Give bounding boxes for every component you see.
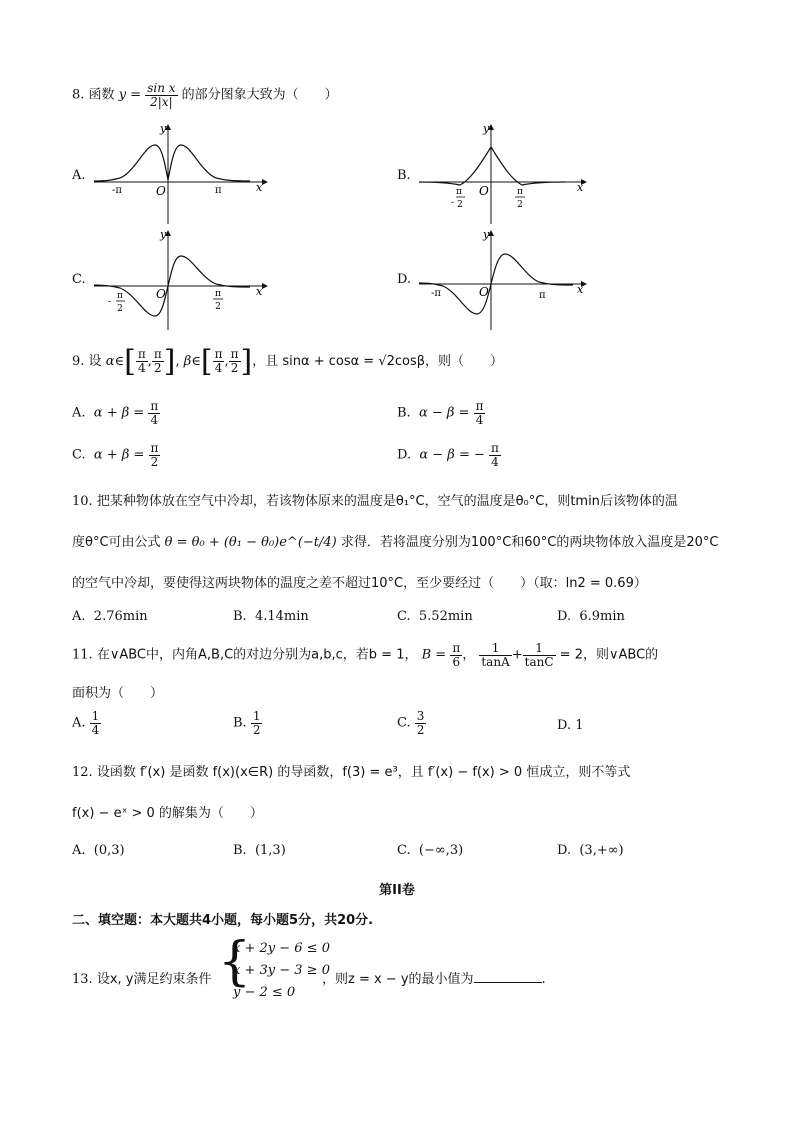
neg-tick-den: 2 [457, 200, 463, 210]
q9-number: 9. [72, 354, 85, 369]
q9-option-c-lhs: α + β = [93, 447, 145, 463]
q9-option-a-lhs: α + β = [93, 405, 145, 421]
q13-tail-line [322, 968, 546, 987]
pos-tick: π [215, 185, 222, 196]
y-label: y [483, 228, 490, 241]
q13-tail: ，则z = x − y的最小值为 [322, 972, 474, 987]
neg-tick-sign: - [451, 198, 455, 208]
origin-label: O [479, 285, 489, 299]
q9-pi-3: π [214, 347, 223, 362]
q8-fraction [145, 82, 177, 108]
q9-option-d-num: π [491, 441, 499, 455]
q9-four-2: 4 [214, 361, 223, 375]
q11-line1b: = 2，则∨ABC的 [559, 647, 659, 663]
q11-option-d: D. 1 [557, 718, 584, 733]
pos-tick-num: π [517, 187, 523, 197]
q9-alpha-in: α∈ [105, 354, 125, 369]
q11-line1a: 在∨ABC中，内角A,B,C的对边分别为a,b,c，若b = 1， [96, 647, 418, 663]
q8-text-suffix: 的部分图象大致为（ ） [181, 87, 338, 103]
q10-option-b: B. 4.14min [233, 609, 309, 624]
q9-option-c-label: C. [72, 447, 86, 463]
q9-option-c-num: π [150, 441, 159, 455]
q13-lead-line [72, 968, 211, 987]
q8-graph-c [90, 226, 270, 331]
neg-tick-num: π [117, 291, 123, 301]
y-label: y [483, 122, 490, 135]
q8-option-c-label: C. [72, 272, 86, 287]
q10-line2b: 求得．若将温度分别为100°C和60°C的两块物体放入温度是20°C [340, 535, 719, 550]
q11-one-a: 1 [479, 642, 511, 656]
q10-line-2 [72, 531, 719, 550]
curve [94, 145, 250, 181]
q12-line-1 [72, 761, 630, 780]
q8-graph-b [415, 120, 595, 225]
q12-line2-text: f(x) − eˣ > 0 的解集为（ ） [72, 806, 263, 821]
q9-option-c-den: 2 [150, 454, 159, 469]
q10-option-d: D. 6.9min [557, 609, 625, 624]
origin-label: O [479, 184, 489, 198]
curve [419, 147, 565, 185]
q9-option-d-lhs: α − β = − [419, 447, 485, 463]
q9-option-a-num: π [150, 399, 159, 413]
q12-number: 12. [72, 765, 93, 780]
q12-option-c: C. (−∞,3) [397, 843, 464, 858]
q11-pi: π [452, 641, 461, 655]
neg-tick-sign: - [108, 297, 112, 307]
q8-option-b-label: B. [397, 168, 411, 183]
q9-option-a [72, 400, 160, 426]
q9-stem: 9. 设 α∈[ $\frac{\pi}{4}$ , $\frac{\pi}{2}$ ], β∈[ $\frac{\pi}{4}$ , $\frac{\pi}{2}$ ]，且 sinα + cosα = √2cosβ，则（ ） [72, 344, 504, 379]
q11-six: 6 [452, 654, 461, 669]
neg-tick: -π [112, 185, 122, 196]
q11-option-b: B. $\frac{1}{2}$ [233, 709, 261, 737]
q8-graph-d [415, 226, 595, 331]
q9-option-d-label: D. [397, 447, 412, 463]
neg-tick-den: 2 [117, 304, 123, 314]
x-label: x [256, 181, 263, 194]
y-label: y [160, 122, 167, 135]
q9-option-a-label: A. [72, 405, 86, 421]
q12-option-a: A. (0,3) [72, 843, 125, 858]
q12-line-2 [72, 802, 263, 821]
q12-line1-text: 设函数 f′(x) 是函数 f(x)(x∈R) 的导函数，f(3) = e³，且 f′(x) − f(x) > 0 恒成立，则不等式 [96, 765, 631, 780]
q8-frac-num: sin x [147, 81, 176, 95]
q9-option-b-label: B. [397, 405, 411, 421]
q13-answer-blank[interactable] [474, 970, 542, 983]
q13-constraint-1: x + 2y − 6 ≤ 0 [233, 941, 330, 956]
q13-constraint-system [233, 938, 330, 1004]
q12-option-d: D. (3,+∞) [557, 843, 624, 858]
pos-tick-den: 2 [215, 302, 221, 312]
q10-number: 10. [72, 494, 93, 509]
x-label: x [577, 181, 584, 194]
q10-line1-text: 把某种物体放在空气中冷却，若该物体原来的温度是θ₁°C，空气的温度是θ₀°C，则tmin后该物体的温 [96, 494, 678, 509]
q11-tanc: tanC [524, 654, 554, 669]
q9-condition: ，且 sinα + cosα = √2cosβ，则（ ） [252, 354, 504, 369]
q8-frac-den: 2|x| [150, 94, 173, 109]
x-axis-arrow [262, 179, 268, 185]
q8-graph-a [90, 120, 270, 225]
q13-end: . [541, 972, 546, 987]
x-axis-arrow [262, 283, 268, 289]
q9-option-b-den: 4 [475, 412, 484, 427]
q9-two-2: 2 [230, 361, 239, 375]
q11-line2-text: 面积为（ ） [72, 686, 164, 701]
q11-tana: tanA [481, 654, 510, 669]
q8-text-prefix: 函数 [88, 87, 115, 103]
q13-constraint-3: y − 2 ≤ 0 [233, 985, 296, 1000]
volume-title: 第II卷 [379, 883, 415, 898]
q10-formula: θ = θ₀ + (θ₁ − θ₀)e^(−t/4) [164, 535, 337, 550]
section-heading: 二、填空题：本大题共4小题，每小题5分，共20分. [72, 913, 374, 928]
q11-line-2 [72, 682, 163, 701]
pos-tick-den: 2 [517, 200, 523, 210]
q8-number: 8. [72, 87, 85, 103]
q11-option-a: A. $\frac{1}{4}$ [72, 709, 100, 737]
pos-tick: π [539, 290, 546, 301]
origin-label: O [156, 287, 166, 301]
q13-number: 13. [72, 972, 93, 987]
q9-option-a-den: 4 [150, 412, 159, 427]
q10-line2a: 度θ°C可由公式 [72, 535, 161, 550]
q10-option-c: C. 5.52min [397, 609, 473, 624]
q9-option-b-lhs: α − β = [418, 405, 470, 421]
q10-line-3 [72, 572, 647, 591]
q9-option-d [397, 442, 501, 468]
q13-brace: { [218, 932, 252, 992]
pos-tick-num: π [215, 289, 221, 299]
x-label: x [577, 283, 584, 296]
q11-number: 11. [72, 647, 93, 663]
q9-pi-1: π [137, 347, 146, 362]
y-label: y [160, 228, 167, 241]
q9-option-b [397, 400, 485, 426]
q11-line-1: 11. 在∨ABC中，内角A,B,C的对边分别为a,b,c，若b = 1， B = $\frac{\pi}{6}$ ， $\frac{1}{\tan A}$ + $\frac{1}{\tan C}$ = 2，则∨ABC的 [72, 641, 659, 669]
q9-four-1: 4 [137, 361, 146, 375]
q9-lead: 设 [88, 354, 102, 369]
q9-beta-in: β∈ [183, 354, 201, 369]
origin-label: O [156, 184, 166, 198]
q11-one-c: 1 [523, 642, 556, 656]
q10-line3-text: 的空气中冷却，要使得这两块物体的温度之差不超过10°C，至少要经过（ ）（取：ln2 = 0.69） [72, 576, 647, 591]
q11-b-eq: B = [421, 647, 447, 663]
q8-stem [72, 82, 338, 108]
q11-option-c: C. $\frac{3}{2}$ [397, 709, 425, 737]
q9-option-b-num: π [475, 399, 484, 413]
q8-option-d-label: D. [397, 272, 412, 287]
q9-option-c [72, 442, 160, 468]
q13-lead: 设x, y满足约束条件 [96, 972, 212, 987]
q8-formula-lhs: y = [118, 87, 142, 103]
neg-tick-num: π [456, 187, 462, 197]
q8-option-a-label: A. [72, 168, 86, 183]
neg-tick: -π [431, 288, 441, 299]
q9-pi-4: π [230, 347, 239, 362]
q10-line-1 [72, 490, 678, 509]
q9-option-d-den: 4 [491, 454, 499, 469]
q10-option-a: A. 2.76min [72, 609, 148, 624]
q12-option-b: B. (1,3) [233, 843, 286, 858]
q9-pi-2: π [153, 347, 162, 362]
q13-constraint-2: x + 3y − 3 ≥ 0 [233, 963, 330, 978]
x-label: x [256, 285, 263, 298]
q9-two-1: 2 [153, 361, 162, 375]
